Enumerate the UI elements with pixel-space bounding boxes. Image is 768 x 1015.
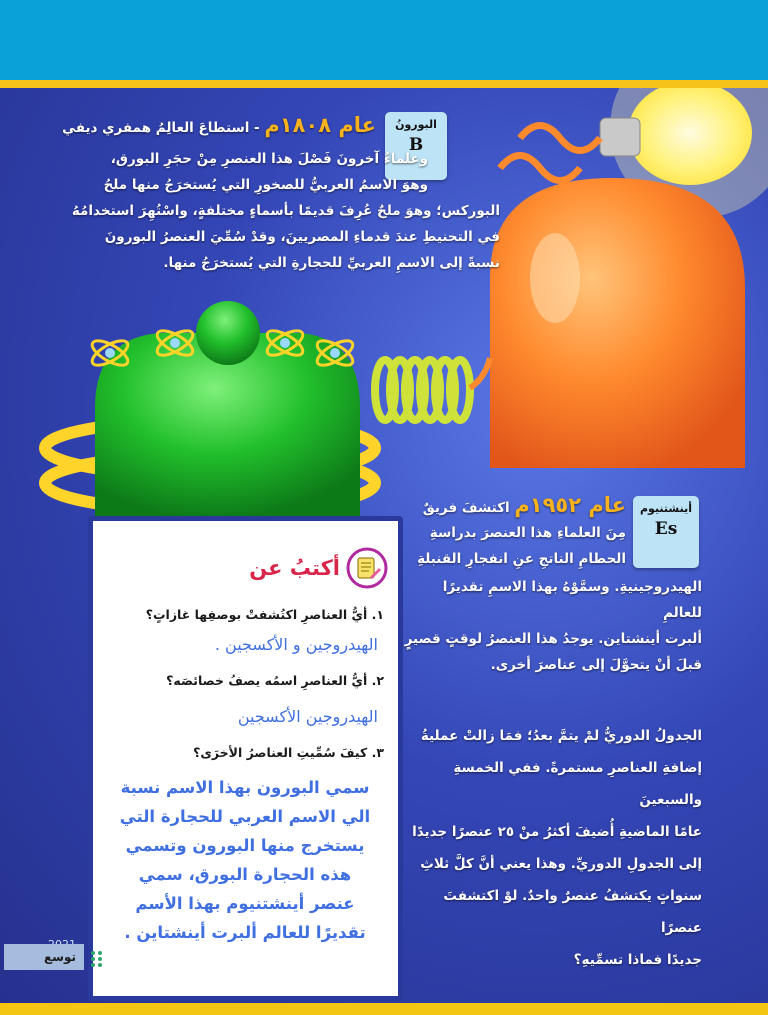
- einsteinium-label-arabic: أينشتنيوم: [639, 502, 692, 515]
- einsteinium-year: عام ١٩٥٢م: [514, 493, 626, 517]
- expand-tab[interactable]: [4, 944, 84, 970]
- periodic-line-3: عامًا الماضيةِ أُضيفَ أكثرُ منْ ٢٥ عنصرًا جديدًا: [412, 824, 702, 840]
- answer-3-line-3: يستخرج منها البورون وتسمي: [125, 836, 365, 855]
- einsteinium-line-2: مِنَ العلماءِ هذا العنصرَ بدراسةِ: [429, 525, 626, 541]
- boron-line-4: البوركس؛ وهوَ ملحٌ عُرِفَ قديمًا بأسماءٍ مختلفةٍ، واسْتُهِرَ استخدامُهُ: [71, 203, 500, 219]
- answer-3-line-6: تقديرًا للعالم ألبرت أينشتاين .: [124, 923, 366, 942]
- answer-3-line-4: هذه الحجارة البورق، سمي: [138, 865, 352, 884]
- answer-3-line-1: سمي البورون بهذا الاسم نسبة: [120, 778, 370, 797]
- einsteinium-line-3: الحطامِ الناتجِ عنِ انفجارِ القنبلةِ: [417, 551, 626, 567]
- footer-band: [0, 1003, 768, 1015]
- boron-paragraph: [18, 146, 428, 198]
- answer-3: [110, 773, 380, 947]
- boron-line-5: في التحنيطِ عندَ قدماءِ المصريينَ، وقدْ سُمِّيَ العنصرُ البورونَ: [104, 229, 500, 245]
- header-band: [0, 0, 768, 80]
- orange-dome: [490, 178, 745, 468]
- card-title: [249, 547, 388, 589]
- periodic-line-2: إضافةِ العناصرِ مستمرةً. ففي الخمسةِ والسبعينَ: [453, 760, 702, 808]
- boron-paragraph-2: [50, 198, 500, 276]
- grid-dots-icon: [90, 950, 104, 968]
- boron-symbol: B: [408, 135, 424, 155]
- boron-line-6: نسبةً إلى الاسمِ العربيِّ للحجارةِ التي يُستخرَجُ منها.: [163, 255, 500, 271]
- question-3: ٣. كيفَ سُمِّيتِ العناصرُ الأخرَى؟: [193, 745, 384, 760]
- periodic-line-5: سنواتٍ يكتشفُ عنصرٌ واحدٌ. لوْ اكتشفتَ عنصرًا: [443, 888, 702, 936]
- einsteinium-line-6: قبلَ أنْ يتحوَّلَ إلى عناصرَ أخرى.: [490, 657, 702, 673]
- einsteinium-symbol: Es: [654, 519, 678, 539]
- einsteinium-line-1: اكتشفَ فريقٌ: [422, 500, 510, 516]
- writing-card: [88, 516, 403, 1001]
- answer-1: الهيدروجين و الأكسجين .: [214, 635, 378, 654]
- einsteinium-paragraph: [396, 520, 626, 572]
- einsteinium-line-5: ألبرت أينشتاين. يوجدُ هذا العنصرُ لوقتٍ قصيرٍ: [404, 631, 702, 647]
- question-1: ١. أيُّ العناصرِ اكتُشفتْ بوصفِها غازاتٍ؟: [145, 607, 384, 622]
- expand-tab-label: توسع: [43, 950, 76, 964]
- periodic-line-4: إلى الجدولِ الدوريِّ. وهذا يعني أنَّ كلَّ ثلاثِ: [420, 856, 702, 872]
- green-knob: [196, 301, 260, 365]
- boron-line-3: وهوَ الاسمُ العربيُّ للصخورِ التي يُستخرَجُ منها ملحُ: [103, 177, 428, 193]
- einsteinium-paragraph-2: [402, 574, 702, 678]
- periodic-line-1: الجدولُ الدوريُّ لمْ يتمَّ بعدُ؛ فمَا زالتْ عمليةُ: [420, 728, 702, 744]
- question-2: ٢. أيُّ العناصرِ اسمُه يصفُ خصائصَه؟: [166, 673, 384, 688]
- header-divider: [0, 80, 768, 88]
- answer-3-line-2: الي الاسم العربي للحجارة التي: [119, 807, 371, 826]
- einsteinium-line-4: الهيدروجينيةِ. وسمَّوْهُ بهذا الاسمِ تقديرًا للعالمِ: [442, 579, 702, 621]
- boron-line-1: - استطاعَ العالِمُ همفري ديفي: [62, 120, 260, 136]
- coil-spring: [375, 360, 470, 420]
- boron-year: عام ١٨٠٨م: [264, 113, 376, 137]
- card-title-text: أكتبُ عن: [249, 556, 340, 580]
- answer-3-line-5: عنصر أينشتنيوم بهذا الأسم: [135, 894, 355, 913]
- periodic-line-6: جديدًا فماذا تسمِّيهِ؟: [573, 952, 702, 968]
- periodic-paragraph: [402, 720, 702, 976]
- answer-2: الهيدروجين الأكسجين: [237, 707, 378, 726]
- boron-line-2: وعلماءُ آخرونَ فَصْلَ هذا العنصرِ مِنْ حجَرِ البورق،: [110, 151, 428, 167]
- einsteinium-label: [633, 496, 699, 568]
- boron-text: [46, 112, 376, 141]
- einsteinium-heading: [396, 492, 626, 521]
- pencil-paper-icon: [346, 547, 388, 589]
- boron-label-arabic: البورونُ: [395, 118, 437, 131]
